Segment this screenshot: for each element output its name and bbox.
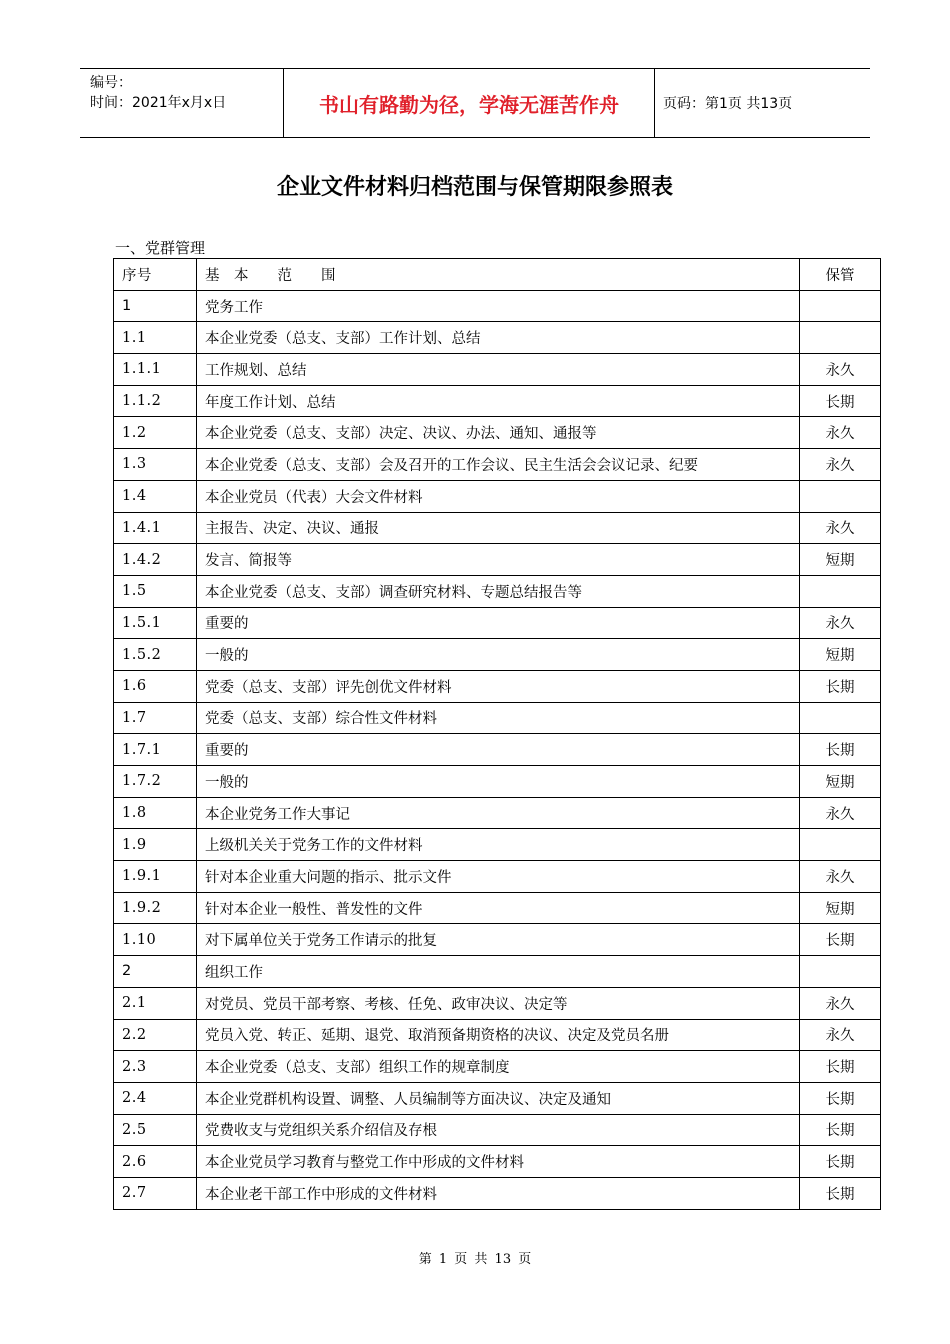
row-scope: 本企业党委（总支、支部）组织工作的规章制度 <box>197 1051 800 1083</box>
table-row <box>114 417 881 449</box>
table-row <box>114 480 881 512</box>
row-scope: 本企业老干部工作中形成的文件材料 <box>197 1177 800 1209</box>
row-scope: 组织工作 <box>197 956 800 988</box>
row-index: 1.5 <box>114 575 197 607</box>
row-scope: 重要的 <box>197 607 800 639</box>
table-row <box>114 766 881 798</box>
row-scope: 对党员、党员干部考察、考核、任免、政审决议、决定等 <box>197 987 800 1019</box>
row-retention: 永久 <box>800 797 881 829</box>
row-retention <box>800 956 881 988</box>
row-retention: 长期 <box>800 734 881 766</box>
row-index: 1.7.2 <box>114 766 197 798</box>
row-scope: 一般的 <box>197 766 800 798</box>
table-row <box>114 354 881 386</box>
row-retention: 永久 <box>800 417 881 449</box>
table-row <box>114 734 881 766</box>
table-row <box>114 797 881 829</box>
row-scope: 本企业党委（总支、支部）工作计划、总结 <box>197 322 800 354</box>
row-index: 1.1 <box>114 322 197 354</box>
row-index: 2.2 <box>114 1019 197 1051</box>
header-page-info: 页码：第1页 共13页 <box>663 96 793 112</box>
row-retention <box>800 480 881 512</box>
table-row <box>114 702 881 734</box>
number-label: 编号： <box>90 75 132 91</box>
retention-table <box>113 258 881 1210</box>
row-scope: 主报告、决定、决议、通报 <box>197 512 800 544</box>
row-scope: 对下属单位关于党务工作请示的批复 <box>197 924 800 956</box>
row-scope: 针对本企业一般性、普发性的文件 <box>197 892 800 924</box>
row-scope: 党务工作 <box>197 290 800 322</box>
row-retention: 永久 <box>800 1019 881 1051</box>
row-scope: 本企业党员学习教育与整党工作中形成的文件材料 <box>197 1146 800 1178</box>
row-index: 1.3 <box>114 449 197 481</box>
row-scope: 工作规划、总结 <box>197 354 800 386</box>
row-scope: 党委（总支、支部）评先创优文件材料 <box>197 670 800 702</box>
table-row <box>114 987 881 1019</box>
table-header-row <box>114 259 881 291</box>
row-index: 1.9.1 <box>114 861 197 893</box>
header-motto: 书山有路勤为径，学海无涯苦作舟 <box>283 69 655 137</box>
row-index: 1.10 <box>114 924 197 956</box>
row-index: 2.1 <box>114 987 197 1019</box>
row-index: 2.4 <box>114 1082 197 1114</box>
table-row <box>114 1114 881 1146</box>
row-retention <box>800 702 881 734</box>
row-retention: 长期 <box>800 1051 881 1083</box>
row-index: 1.6 <box>114 670 197 702</box>
table-row <box>114 1146 881 1178</box>
row-index: 2.3 <box>114 1051 197 1083</box>
row-index: 1.2 <box>114 417 197 449</box>
row-retention: 短期 <box>800 544 881 576</box>
row-index: 1 <box>114 290 197 322</box>
time-label: 时间：2021年x月x日 <box>90 95 227 111</box>
row-retention: 短期 <box>800 892 881 924</box>
row-scope: 针对本企业重大问题的指示、批示文件 <box>197 861 800 893</box>
row-retention: 长期 <box>800 1177 881 1209</box>
row-retention: 长期 <box>800 1114 881 1146</box>
page-footer: 第 1 页 共 13 页 <box>418 1252 532 1267</box>
row-retention <box>800 322 881 354</box>
row-retention: 永久 <box>800 354 881 386</box>
table-row <box>114 829 881 861</box>
table-row <box>114 861 881 893</box>
row-retention: 长期 <box>800 385 881 417</box>
row-index: 1.4.1 <box>114 512 197 544</box>
row-scope: 本企业党委（总支、支部）调查研究材料、专题总结报告等 <box>197 575 800 607</box>
row-retention: 短期 <box>800 766 881 798</box>
row-index: 1.4.2 <box>114 544 197 576</box>
table-row <box>114 449 881 481</box>
table-row <box>114 575 881 607</box>
table-row <box>114 1177 881 1209</box>
row-scope: 本企业党群机构设置、调整、人员编制等方面决议、决定及通知 <box>197 1082 800 1114</box>
row-index: 2.6 <box>114 1146 197 1178</box>
table-row <box>114 290 881 322</box>
row-index: 1.4 <box>114 480 197 512</box>
row-retention <box>800 290 881 322</box>
table-row <box>114 639 881 671</box>
row-index: 1.1.1 <box>114 354 197 386</box>
table-row <box>114 512 881 544</box>
row-scope: 党费收支与党组织关系介绍信及存根 <box>197 1114 800 1146</box>
table-row <box>114 956 881 988</box>
header-cell-index: 序号 <box>114 259 197 291</box>
row-index: 2.7 <box>114 1177 197 1209</box>
table-row <box>114 1082 881 1114</box>
row-index: 1.5.2 <box>114 639 197 671</box>
row-index: 1.9.2 <box>114 892 197 924</box>
row-retention <box>800 575 881 607</box>
table-row <box>114 607 881 639</box>
row-index: 2.5 <box>114 1114 197 1146</box>
table-row <box>114 544 881 576</box>
row-scope: 本企业党务工作大事记 <box>197 797 800 829</box>
row-scope: 党委（总支、支部）综合性文件材料 <box>197 702 800 734</box>
row-scope: 一般的 <box>197 639 800 671</box>
row-scope: 年度工作计划、总结 <box>197 385 800 417</box>
row-scope: 发言、简报等 <box>197 544 800 576</box>
table-row <box>114 1051 881 1083</box>
table-row <box>114 385 881 417</box>
row-scope: 本企业党员（代表）大会文件材料 <box>197 480 800 512</box>
row-index: 1.5.1 <box>114 607 197 639</box>
table-row <box>114 322 881 354</box>
row-retention: 永久 <box>800 512 881 544</box>
row-index: 1.8 <box>114 797 197 829</box>
row-retention <box>800 829 881 861</box>
row-retention: 长期 <box>800 924 881 956</box>
row-index: 1.7.1 <box>114 734 197 766</box>
row-index: 2 <box>114 956 197 988</box>
row-retention: 长期 <box>800 1082 881 1114</box>
header-cell-retention: 保管 <box>800 259 881 291</box>
row-index: 1.7 <box>114 702 197 734</box>
row-index: 1.1.2 <box>114 385 197 417</box>
document-title: 企业文件材料归档范围与保管期限参照表 <box>276 175 673 200</box>
row-retention: 永久 <box>800 607 881 639</box>
row-scope: 本企业党委（总支、支部）会及召开的工作会议、民主生活会会议记录、纪要 <box>197 449 800 481</box>
table-row <box>114 924 881 956</box>
row-retention: 长期 <box>800 670 881 702</box>
row-scope: 本企业党委（总支、支部）决定、决议、办法、通知、通报等 <box>197 417 800 449</box>
page-header <box>80 68 870 138</box>
row-scope: 上级机关关于党务工作的文件材料 <box>197 829 800 861</box>
header-meta <box>80 69 283 137</box>
row-retention: 永久 <box>800 449 881 481</box>
row-index: 1.9 <box>114 829 197 861</box>
table-row <box>114 1019 881 1051</box>
table-row <box>114 892 881 924</box>
table-row <box>114 670 881 702</box>
row-scope: 党员入党、转正、延期、退党、取消预备期资格的决议、决定及党员名册 <box>197 1019 800 1051</box>
header-cell-scope: 基 本 范 围 <box>197 259 800 291</box>
row-retention: 永久 <box>800 861 881 893</box>
row-scope: 重要的 <box>197 734 800 766</box>
row-retention: 长期 <box>800 1146 881 1178</box>
section-heading: 一、党群管理 <box>115 239 206 257</box>
row-retention: 短期 <box>800 639 881 671</box>
row-retention: 永久 <box>800 987 881 1019</box>
